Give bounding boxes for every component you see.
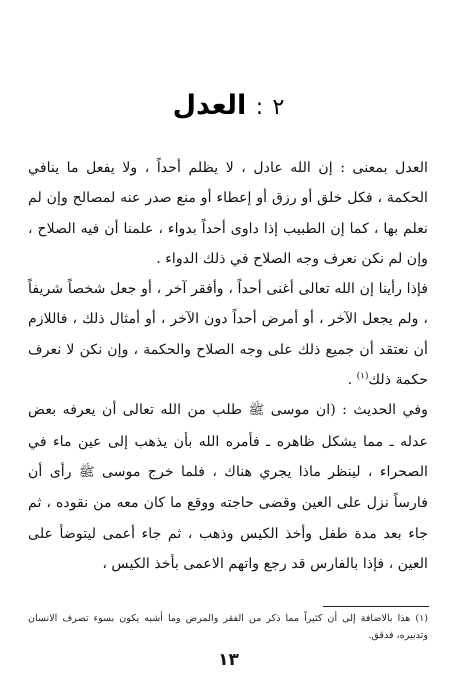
paragraph-2 xyxy=(28,274,428,395)
paragraph-3-text-c: رأى أن فارساً نزل على العين وقضى حاجته ووقع ما كان معه من نقوده ، ثم جاء بعد مدة طفل وأخذ الكيس وذهب ، ثم جاء أعمى ليتوضأ على العين ، فإذا بالفارس قد رجع واتهم الاعمى بأخذ الكيس ، xyxy=(28,463,428,572)
paragraph-2-text: فإذا رأينا إن الله تعالى أغنى أحداً ، وأفقر آخر ، أو جعل شخصاً شريفاً ، ولم يجعل الآخر ، أو أمرض أحداً دون الآخر ، أو أمثال ذلك ، فاللازم أن نعتقد أن جميع ذلك على وجه الصلاح والحكمة ، وإن نكن لا نعرف حكمة ذلك xyxy=(28,281,428,389)
paragraph-3 xyxy=(28,395,428,579)
paragraph-3-text-b: طلب من الله تعالى أن يعرفه بعض عدله ـ مما يشكل ظاهره ـ فأمره الله بأن يذهب إلى عين ماء في الصحراء ، لينظر ماذا يجري هناك ، فلما خرج موسى xyxy=(28,402,428,480)
paragraph-2-end: . xyxy=(347,372,357,389)
chapter-title: العدل xyxy=(172,90,247,121)
footnote-reference: (١) xyxy=(356,371,369,382)
footnote-marker: (١) xyxy=(415,613,428,624)
chapter-number: ٢ xyxy=(272,95,285,120)
paragraph-3-text-a: وفي الحديث : (ان موسى xyxy=(264,402,429,419)
paragraph-1: العدل بمعنى : إن الله عادل ، لا يظلم أحداً ، ولا يفعل ما ينافي الحكمة ، فكل خلق أو رزق أو إعطاء أو منع صدر عنه لمصالح وإن لم نعلم بها ، كما إن الطبيب إذا داوى أحداً بدواء ، علمنا أن فيه الصلاح ، وإن لم نكن نعرف وجه الصلاح في ذلك الدواء . xyxy=(28,160,428,267)
chapter-separator: : xyxy=(255,95,264,120)
honorific-symbol: ﷺ xyxy=(248,403,265,419)
honorific-symbol: ﷺ xyxy=(78,464,95,480)
chapter-heading xyxy=(0,88,457,126)
footnote-divider xyxy=(323,606,429,607)
footnote-text: هذا بالاضافة إلى أن كثيراً مما ذكر من الفقر والمرض وما أشبه يكون بسوء تصرف الانسان وتدبيره، فدقق. xyxy=(28,613,428,641)
footnote xyxy=(28,610,428,644)
page-number: ١٣ xyxy=(218,650,239,670)
body-text xyxy=(28,153,428,579)
